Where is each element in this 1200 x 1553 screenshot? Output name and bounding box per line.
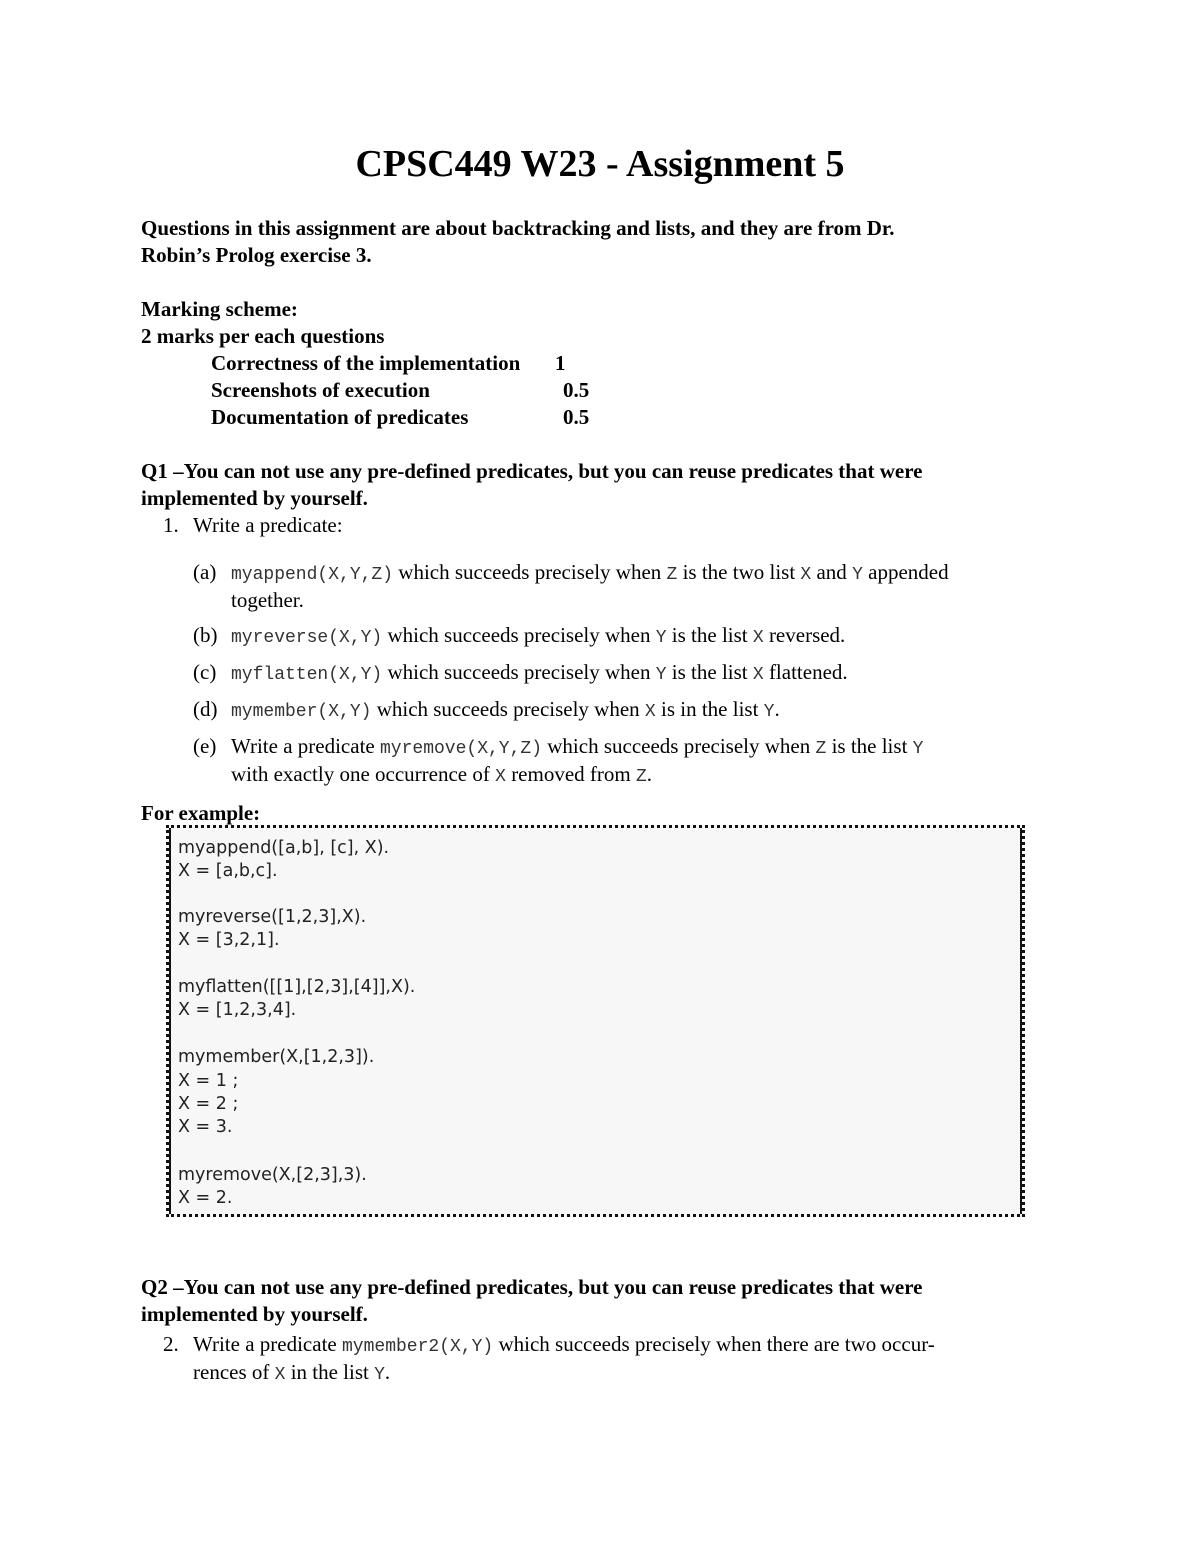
code-line: X = 3. — [178, 1117, 233, 1137]
item-e-label: (e) — [193, 734, 217, 758]
text-fragment: . — [384, 1360, 391, 1384]
code-myappend: myappend(X,Y,Z) — [231, 565, 394, 585]
code-line: X = [a,b,c]. — [178, 861, 278, 881]
code-line: myremove(X,[2,3],3). — [178, 1165, 367, 1185]
text-fragment: flattened. — [763, 660, 848, 684]
marking-row — [211, 377, 589, 404]
code-var: X — [752, 628, 764, 648]
marking-row — [211, 350, 566, 377]
text-fragment: removed from — [505, 762, 636, 786]
text-fragment: reversed. — [763, 623, 846, 647]
code-var: Y — [763, 702, 775, 722]
intro-line-1: Questions in this assignment are about backtracking and lists, and they are from Dr. — [141, 216, 895, 240]
q1-task-number: 1. — [163, 513, 179, 537]
code-var: Y — [374, 1365, 385, 1385]
text-fragment: which succeeds precisely when — [371, 697, 645, 721]
q1-heading-line-2: implemented by yourself. — [141, 486, 368, 510]
text-fragment: in the list — [285, 1360, 375, 1384]
code-line: X = 2. — [178, 1188, 233, 1208]
q1-task-text: Write a predicate: — [193, 513, 343, 537]
code-var: Z — [666, 565, 678, 585]
q2-heading-line-2: implemented by yourself. — [141, 1302, 368, 1326]
item-a-text-line-2: together. — [231, 588, 304, 612]
text-fragment: which succeeds precisely when — [382, 623, 656, 647]
marking-criterion: Screenshots of execution — [211, 378, 430, 402]
example-label: For example: — [141, 801, 261, 825]
q2-task-number: 2. — [163, 1332, 179, 1356]
text-fragment: . — [774, 697, 780, 721]
q1-heading-line-1: Q1 –You can not use any pre-defined predicates, but you can reuse predicates that were — [141, 459, 923, 483]
code-var: Y — [655, 665, 667, 685]
code-var: Y — [852, 565, 863, 585]
q2-heading-line-1: Q2 –You can not use any pre-defined predicates, but you can reuse predicates that were — [141, 1275, 923, 1299]
code-var: X — [800, 565, 812, 585]
text-fragment: appended — [862, 560, 949, 584]
code-line: mymember(X,[1,2,3]). — [178, 1047, 375, 1067]
item-b-label: (b) — [193, 623, 218, 647]
marking-criterion: Correctness of the implementation — [211, 351, 521, 375]
text-fragment: rences of — [193, 1360, 275, 1384]
code-var: X — [274, 1365, 286, 1385]
code-line: myflatten([[1],[2,3],[4]],X). — [178, 977, 416, 997]
item-c-label: (c) — [193, 660, 217, 684]
item-e-text-line-2 — [231, 760, 652, 791]
text-fragment: Write a predicate — [193, 1332, 342, 1356]
item-d-text — [231, 695, 780, 726]
marking-value: 0.5 — [563, 405, 590, 429]
code-mymember2: mymember2(X,Y) — [341, 1337, 494, 1357]
code-var: Y — [912, 739, 924, 759]
code-myflatten: myflatten(X,Y) — [231, 665, 383, 685]
code-var: X — [752, 665, 764, 685]
text-fragment: is the list — [826, 734, 913, 758]
marking-summary: 2 marks per each questions — [141, 324, 385, 348]
intro-line-2: Robin’s Prolog exercise 3. — [141, 243, 372, 267]
item-c-text — [231, 658, 848, 689]
item-e-text — [231, 732, 923, 763]
code-line: myreverse([1,2,3],X). — [178, 907, 367, 927]
code-mymember: mymember(X,Y) — [231, 702, 372, 722]
code-myreverse: myreverse(X,Y) — [231, 628, 383, 648]
text-fragment: which succeeds precisely when — [393, 560, 667, 584]
code-line: X = 1 ; — [178, 1071, 239, 1091]
code-line: myappend([a,b], [c], X). — [178, 838, 390, 858]
code-line: X = 2 ; — [178, 1094, 239, 1114]
text-fragment: Write a predicate — [231, 734, 380, 758]
text-fragment: with exactly one occurrence of — [231, 762, 496, 786]
text-fragment: . — [646, 762, 653, 786]
page-title: CPSC449 W23 - Assignment 5 — [355, 143, 845, 185]
marking-value: 0.5 — [563, 378, 590, 402]
item-d-label: (d) — [193, 697, 218, 721]
code-line: X = [1,2,3,4]. — [178, 1000, 297, 1020]
marking-criterion: Documentation of predicates — [211, 405, 469, 429]
text-fragment: is the list — [666, 660, 753, 684]
code-var: X — [495, 767, 506, 787]
q2-task-text-line-2 — [193, 1358, 390, 1389]
code-line: X = [3,2,1]. — [178, 930, 280, 950]
marking-value: 1 — [555, 351, 566, 375]
item-a-text — [231, 558, 949, 589]
q2-task-text — [193, 1330, 935, 1361]
code-var: Z — [815, 739, 827, 759]
text-fragment: and — [811, 560, 853, 584]
code-var: X — [644, 702, 656, 722]
text-fragment: which succeeds precisely when — [542, 734, 816, 758]
item-b-text — [231, 621, 845, 652]
code-myremove: myremove(X,Y,Z) — [379, 739, 543, 759]
text-fragment: is in the list — [655, 697, 764, 721]
item-a-label: (a) — [193, 560, 217, 584]
code-var: Y — [655, 628, 667, 648]
text-fragment: is the two list — [677, 560, 801, 584]
text-fragment: is the list — [666, 623, 753, 647]
code-var: Z — [635, 767, 647, 787]
text-fragment: which succeeds precisely when — [382, 660, 656, 684]
marking-row — [211, 404, 589, 431]
marking-heading: Marking scheme: — [141, 297, 298, 321]
example-code-box — [166, 825, 1025, 1217]
text-fragment: which succeeds precisely when there are two occur- — [493, 1332, 935, 1356]
